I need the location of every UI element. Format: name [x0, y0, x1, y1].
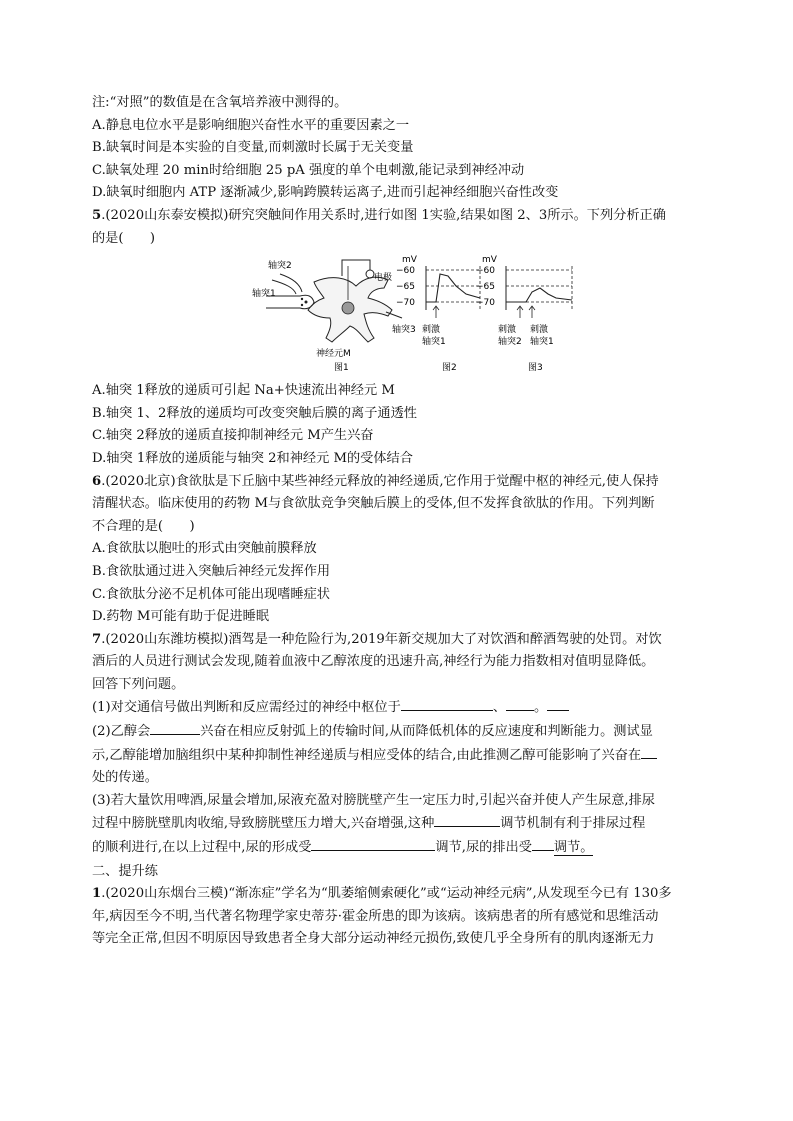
- fig1-neuron-label: 神经元M: [316, 349, 351, 360]
- q7-blank-5[interactable]: [434, 812, 500, 827]
- fig3-stim-b-1: 刺激: [530, 325, 549, 336]
- q7-part-3-line-2: [92, 812, 704, 836]
- q7-part-3-text-c: 调节机制有利于排尿过程: [500, 816, 646, 832]
- q7-blank-2b[interactable]: [547, 696, 569, 711]
- q7-stem-text: .(2020山东潍坊模拟)酒驾是一种危险行为,2019年新交规加大了对饮酒和醉酒驾驶的处罚。对饮: [101, 631, 662, 647]
- neuron-nucleus: [342, 302, 354, 314]
- fig2-trace: [426, 274, 480, 302]
- section-2-heading: 二、提升练: [92, 863, 158, 879]
- fig3-stim-a-1: 刺激: [498, 325, 517, 336]
- fig2-potential-chart: [396, 255, 480, 373]
- fig3-potential-chart: [476, 255, 572, 373]
- fig3-tick-65: −65: [476, 282, 495, 293]
- q6-stem-line-3: 不合理的是( ): [92, 518, 195, 534]
- q7-part-3-line-3: [92, 836, 704, 860]
- q6-option-c: C.食欲肽分泌不足机体可能出现嗜睡症状: [92, 586, 330, 602]
- note-line: 注:“对照”的数值是在含氧培养液中测得的。: [92, 95, 348, 110]
- q7-part-2-line-3: 处的传递。: [92, 770, 158, 786]
- q7-blank-1[interactable]: [401, 696, 493, 711]
- fig2-stim-label-1: 刺激: [422, 325, 441, 336]
- q5-figure: [92, 252, 704, 376]
- q5-option-d: D.轴突 1释放的递质能与轴突 2和神经元 M的受体结合: [92, 450, 413, 466]
- q5-figure-svg: [92, 252, 704, 376]
- q5-option-a: A.轴突 1释放的递质可引起 Na+快速流出神经元 M: [92, 383, 395, 399]
- q7-part-2-text-a: (2)乙醇会: [92, 724, 151, 740]
- fig1-axon2-label: 轴突2: [268, 261, 292, 272]
- fig3-unit: mV: [482, 255, 497, 266]
- fig1-axon3-label: 轴突3: [392, 325, 416, 336]
- q6-option-d: D.药物 M可能有助于促进睡眠: [92, 609, 270, 625]
- t1-line-3: 等完全正常,但因不明原因导致患者全身大部分运动神经元损伤,致使几乎全身所有的肌肉逐渐无力: [92, 931, 655, 947]
- q6-option-a: A.食欲肽以胞吐的形式由突触前膜释放: [92, 541, 317, 557]
- fig1-neuron-diagram: [252, 259, 416, 373]
- fig2-tick-65: −65: [396, 282, 415, 293]
- t1-line-2: 年,病因至今不明,当代著名物理学家史蒂芬·霍金所患的即为该病。该病患者的所有感觉和思维活动: [92, 908, 659, 924]
- q5-stem-text: .(2020山东泰安模拟)研究突触间作用关系时,进行如图 1实验,结果如图 2、3所示。下列分析正确: [101, 207, 666, 223]
- q6-stem-line-1: [92, 471, 704, 494]
- q7-part-1-end: 。: [534, 700, 548, 716]
- q7-stem-line-1: [92, 629, 704, 652]
- fig1-caption: 图1: [334, 363, 349, 374]
- axon-2-shape: [280, 274, 302, 292]
- q7-part-3-text-e: 调节,尿的排出受: [435, 840, 532, 856]
- fig2-tick-60: −60: [396, 266, 415, 277]
- q6-stem-line-2: 清醒状态。临床使用的药物 M与食欲肽竞争突触后膜上的受体,但不发挥食欲肽的作用。下列判断: [92, 496, 655, 512]
- q5-option-b: B.轴突 1、2释放的递质均可改变突触后膜的离子通透性: [92, 405, 417, 421]
- t1-line-1: [92, 883, 704, 906]
- q7-stem-line-2: 酒后的人员进行测试会发现,随着血液中乙醇浓度的迅速升高,神经行为能力指数相对值明显降低。: [92, 654, 655, 670]
- q7-part-2-line-2: [92, 744, 704, 768]
- q7-part-3-line-1: (3)若大量饮用啤酒,尿量会增加,尿液充盈对膀胱壁产生一定压力时,引起兴奋并使人产生尿意,排尿: [92, 792, 655, 808]
- q7-blank-7[interactable]: [532, 836, 554, 851]
- q7-blank-2[interactable]: [506, 696, 534, 711]
- fig2-unit: mV: [402, 255, 417, 266]
- q6-stem-text: .(2020北京)食欲肽是下丘脑中某些神经元释放的神经递质,它作用于觉醒中枢的神经元,使人保持: [101, 473, 659, 489]
- t1-number: 1: [92, 886, 102, 902]
- fig3-stim-b-2: 轴突1: [530, 337, 554, 348]
- fig3-tick-60: −60: [476, 266, 495, 277]
- fig3-stim-a-2: 轴突2: [498, 337, 522, 348]
- q7-blank-4[interactable]: [641, 744, 657, 759]
- q4-option-a: A.静息电位水平是影响细胞兴奋性水平的重要因素之一: [92, 117, 410, 133]
- fig1-axon1-label: 轴突1: [252, 289, 276, 300]
- q5-stem-line-1: [92, 205, 704, 228]
- q7-blank-3[interactable]: [150, 720, 200, 735]
- fig1-electrode-label: 电极: [374, 273, 393, 284]
- q4-option-b: B.缺氧时间是本实验的自变量,而刺激时长属于无关变量: [92, 140, 414, 156]
- fig2-tick-70: −70: [396, 298, 415, 309]
- q7-blank-6[interactable]: [311, 836, 435, 851]
- document-page: [92, 92, 704, 951]
- q7-stem-line-3: 回答下列问题。: [92, 676, 185, 692]
- q7-part-2-line-1: [92, 720, 704, 744]
- q6-option-b: B.食欲肽通过进入突触后神经元发挥作用: [92, 563, 331, 579]
- q7-part-2-text-b: 兴奋在相应反射弧上的传输时间,从而降低机体的反应速度和判断能力。测试显: [200, 724, 653, 740]
- q7-part-1-sep: 、: [492, 700, 506, 716]
- fig2-stim-label-2: 轴突1: [422, 337, 446, 348]
- q7-part-3-text-f: 调节。: [553, 840, 594, 856]
- q5-stem-line-2: 的是( ): [92, 230, 156, 246]
- fig3-trace: [506, 288, 572, 302]
- q4-option-c: C.缺氧处理 20 min时给细胞 25 pA 强度的单个电刺激,能记录到神经冲动: [92, 162, 525, 178]
- q5-number: 5: [92, 207, 102, 223]
- fig2-caption: 图2: [442, 363, 457, 374]
- q7-part-2-text-c: 示,乙醇能增加脑组织中某种抑制性神经递质与相应受体的结合,由此推测乙醇可能影响了兴奋在: [92, 747, 642, 763]
- q6-number: 6: [92, 473, 102, 489]
- fig3-tick-70: −70: [476, 298, 495, 309]
- q7-part-1: [92, 696, 704, 720]
- q7-part-3-text-d: 的顺利进行,在以上过程中,尿的形成受: [92, 840, 312, 856]
- fig3-caption: 图3: [528, 363, 543, 374]
- q7-number: 7: [92, 631, 102, 647]
- q7-part-3-text-b: 过程中膀胱壁肌肉收缩,导致膀胱壁压力增大,兴奋增强,这种: [92, 816, 435, 832]
- q7-part-1-text: (1)对交通信号做出判断和反应需经过的神经中枢位于: [92, 700, 401, 716]
- q5-option-c: C.轴突 2释放的递质直接抑制神经元 M产生兴奋: [92, 428, 374, 444]
- t1-text-1: .(2020山东烟台三模)“渐冻症”学名为“肌萎缩侧索硬化”或“运动神经元病”,从发现至今已有 130多: [101, 886, 672, 902]
- q4-option-d: D.缺氧时细胞内 ATP 逐渐减少,影响跨膜转运离子,进而引起神经细胞兴奋性改变: [92, 185, 559, 201]
